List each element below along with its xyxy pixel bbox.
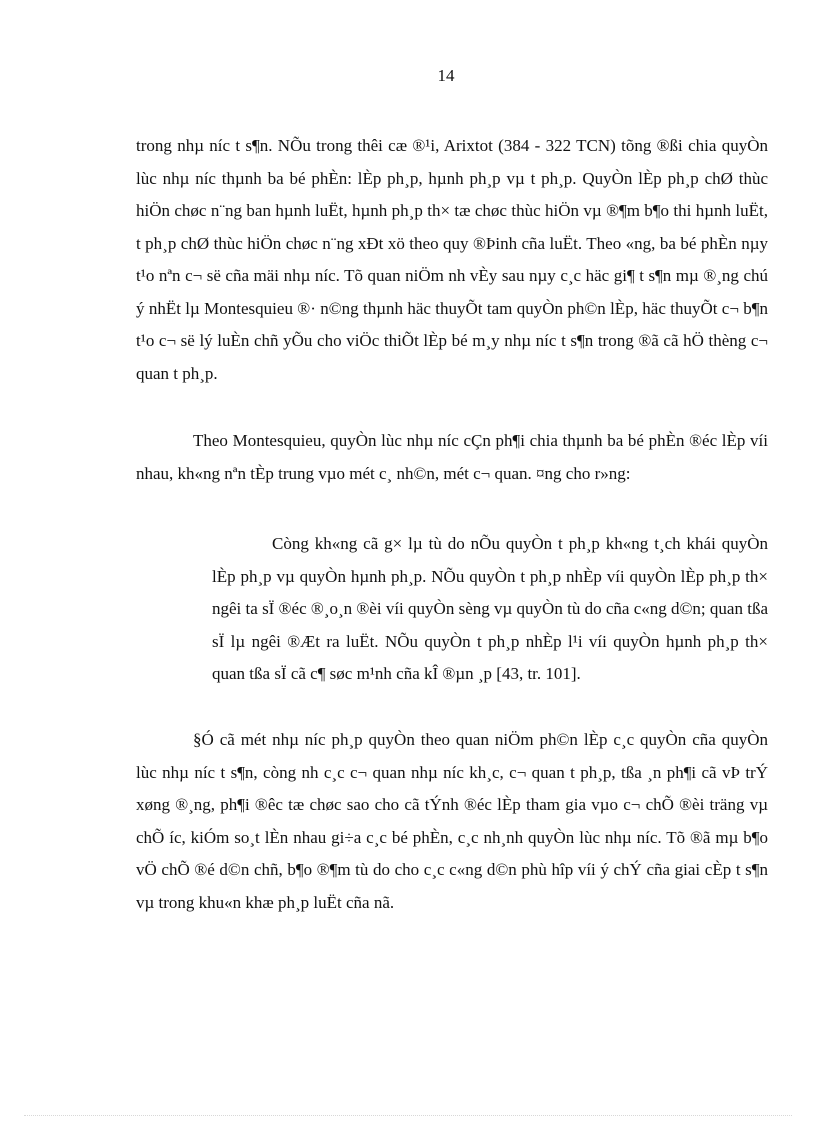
page-bottom-divider — [24, 1115, 792, 1116]
page-number: 14 — [437, 66, 455, 85]
paragraph-intro: trong nhµ níc t s¶n. NÕu trong thêi cæ ®¹i, Arixtot (384 - 322 TCN) tõng ®ßi chia quyÒn lùc nhµ níc thµnh ba bé phÈn: lÈp ph¸p, hµnh ph¸p vµ t ph¸p. QuyÒn lÈp ph¸p chØ thùc hiÖn chøc n¨ng ban hµnh luËt, hµnh ph¸p th× tæ chøc thùc hiÖn vµ ®¶m b¶o thi hµnh luËt, t ph¸p chØ thùc hiÖn chøc n¨ng xÐt xö theo quy ®Þinh cña luËt. Theo «ng, ba bé phÈn nµy t¹o nªn c¬ së cña mäi nhµ níc. Tõ quan niÖm nh vÈy sau nµy c¸c häc gi¶ t s¶n mµ ®¸ng chú ý nhËt lµ Montesquieu ®· n©ng thµnh häc thuyÕt tam quyÒn ph©n lÈp, häc thuyÕt c¬ b¶n t¹o c¬ së lý luÈn chñ yÕu cho viÖc thiÕt lÈp bé m¸y nhµ níc t s¶n trong ®ã cã hÖ thèng c¬ quan t ph¸p. — [136, 136, 768, 383]
paragraph-montesquieu: Theo Montesquieu, quyÒn lùc nhµ níc cÇn ph¶i chia thµnh ba bé phÈn ®éc lÈp víi nhau, kh«ng nªn tÈp trung vµo mét c¸ nh©n, mét c¬ quan. ¤ng cho r»ng: — [136, 431, 768, 483]
paragraph-conclusion: §Ó cã mét nhµ níc ph¸p quyÒn theo quan niÖm ph©n lÈp c¸c quyÒn cña quyÒn lùc nhµ níc t s¶n, còng nh c¸c c¬ quan nhµ níc kh¸c, c¬ quan t ph¸p, tßa ¸n ph¶i cã vÞ trÝ xøng ®¸ng, ph¶i ®êc tæ chøc sao cho cã tÝnh ®éc lÈp tham gia vµo c¬ chÕ ®èi träng vµ chÕ íc, kiÓm so¸t lÈn nhau gi÷a c¸c bé phÈn, c¸c nh¸nh quyÒn lùc nhµ níc. Tõ ®ã mµ b¶o vÖ chÕ ®é d©n chñ, b¶o ®¶m tù do cho c¸c c«ng d©n phù hîp víi ý chÝ cña giai cÈp t s¶n vµ trong khu«n khæ ph¸p luËt cña nã. — [136, 730, 768, 912]
block-quote: Còng kh«ng cã g× lµ tù do nÕu quyÒn t ph¸p kh«ng t¸ch khái quyÒn lÈp ph¸p vµ quyÒn hµnh ph¸p. NÕu quyÒn t ph¸p nhÈp víi quyÒn lÈp ph¸p th× ngêi ta sÏ ®éc ®¸o¸n ®èi víi quyÒn sèng vµ quyÒn tù do cña c«ng d©n; quan tßa sÏ lµ ngêi ®Æt ra luËt. NÕu quyÒn t ph¸p nhÈp l¹i víi quyÒn hµnh ph¸p th× quan tßa sÏ cã c¶ søc m¹nh cña kÎ ®µn ¸p [43, tr. 101]. — [212, 534, 768, 683]
